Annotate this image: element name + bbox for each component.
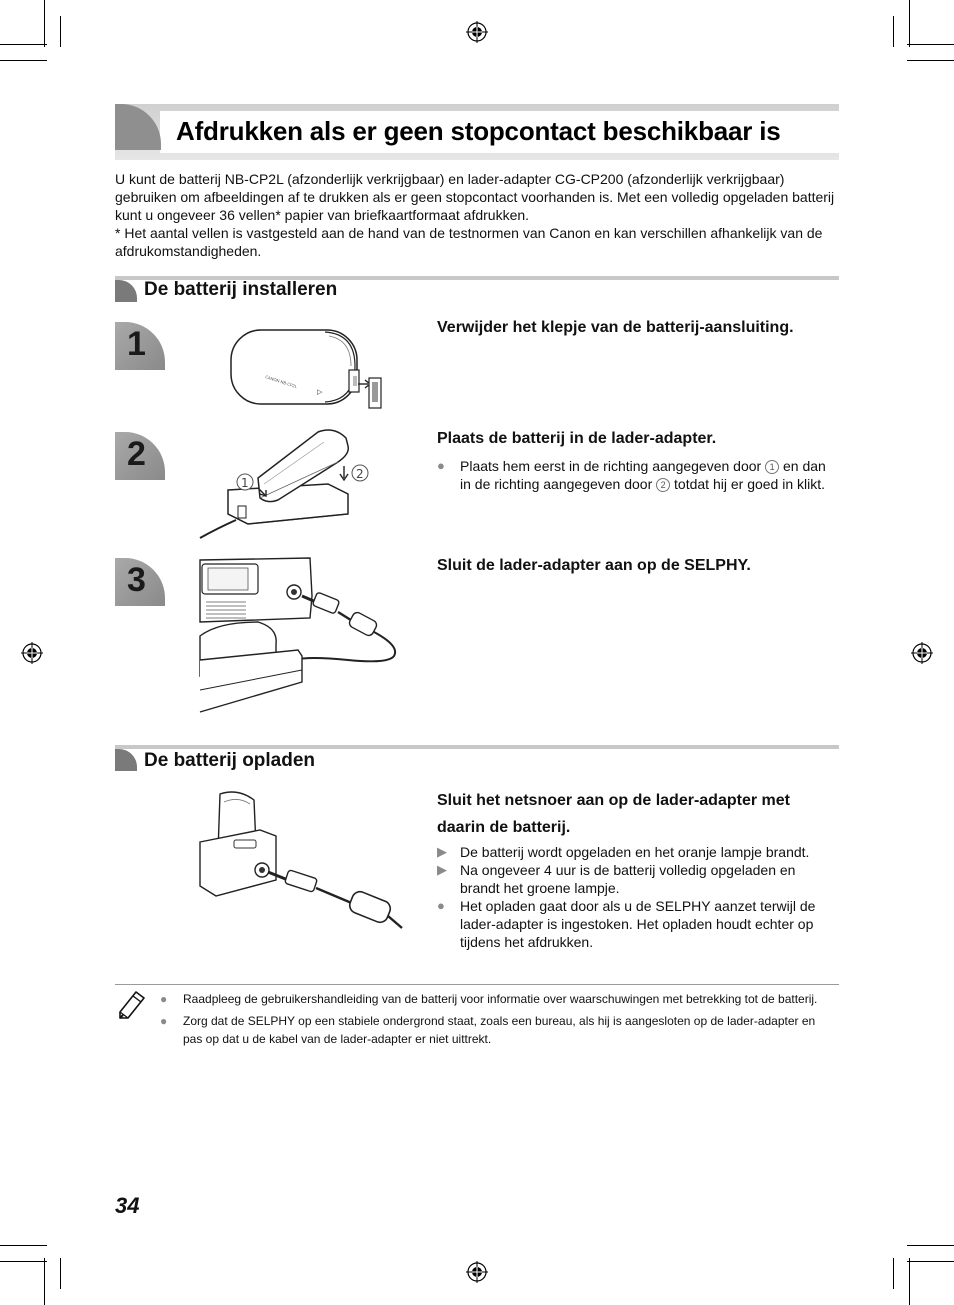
registration-mark-icon	[21, 642, 43, 664]
step-heading: Sluit de lader-adapter aan op de SELPHY.	[437, 557, 751, 574]
step-bullet: ● Plaats hem eerst in de richting aangegeven door 1 en dan in de richting aangegeven door 2 totdat hij er goed in klikt.	[437, 458, 826, 492]
section-title-opladen: De batterij opladen	[144, 750, 316, 771]
bullet-icon: ●	[437, 898, 445, 913]
triangle-bullet-icon: ▶	[437, 844, 447, 859]
crop-mark	[60, 1258, 61, 1289]
step-number-text: 2	[127, 435, 146, 473]
section-tab-decoration	[115, 749, 137, 771]
charging-illustration	[198, 790, 404, 936]
notes-divider	[115, 984, 839, 985]
page-title: Afdrukken als er geen stopcontact beschikbaar is	[176, 116, 781, 146]
step-number	[115, 322, 165, 370]
crop-mark	[907, 44, 954, 45]
page-number: 34	[115, 1193, 140, 1218]
notes-list	[160, 990, 820, 1048]
step-number-text: 3	[127, 561, 146, 599]
bullet-icon: ●	[160, 1014, 168, 1028]
step-heading: Plaats de batterij in de lader-adapter.	[437, 430, 717, 447]
section-title-installeren: De batterij installeren	[144, 279, 338, 300]
svg-text:CANON NB-CP2L: CANON NB-CP2L	[264, 374, 298, 390]
triangle-bullet-icon: ▶	[437, 862, 447, 877]
intro-text	[115, 170, 839, 260]
registration-mark-icon	[466, 21, 488, 43]
crop-mark	[893, 16, 894, 47]
step-number	[115, 432, 165, 480]
crop-mark	[44, 1258, 45, 1305]
bullet-icon: ●	[437, 458, 445, 473]
note-item: ● Zorg dat de SELPHY op een stabiele ondergrond staat, zoals een bureau, als hij is aangesloten op de lader-adapter en pas op dat u de kabel van de lader-adapter er niet uittrekt.	[160, 1014, 816, 1046]
step-number	[115, 558, 165, 606]
crop-mark	[907, 1261, 954, 1262]
crop-mark	[907, 60, 954, 61]
section-rule	[115, 745, 839, 749]
circled-number-2: 2	[656, 478, 670, 492]
charging-bullet-list	[437, 843, 839, 951]
pencil-icon	[118, 990, 146, 1020]
battery-illustration	[225, 322, 387, 414]
step-number-text: 1	[127, 325, 146, 363]
crop-mark	[0, 44, 47, 45]
svg-text:2: 2	[356, 467, 364, 481]
crop-mark	[60, 16, 61, 47]
crop-mark	[0, 1245, 47, 1246]
crop-mark	[0, 1261, 47, 1262]
step-heading: Verwijder het klepje van de batterij-aansluiting.	[437, 319, 794, 336]
crop-mark	[907, 1245, 954, 1246]
charger-adapter-illustration	[198, 428, 376, 542]
section-tab-decoration	[115, 280, 137, 302]
crop-mark	[893, 1258, 894, 1289]
crop-mark	[0, 60, 47, 61]
svg-text:1: 1	[241, 476, 249, 490]
note-item: ● Raadpleeg de gebruikershandleiding van de batterij voor informatie over waarschuwingen met betrekking tot de batterij.	[160, 992, 818, 1006]
intro-footnote: * Het aantal vellen is vastgesteld aan de hand van de testnormen van Canon en kan verschillen afhankelijk van de afdrukomstandigheden.	[115, 225, 823, 259]
result-bullet: ▶ Na ongeveer 4 uur is de batterij volledig opgeladen en brandt het groene lampje.	[437, 862, 796, 896]
intro-paragraph: U kunt de batterij NB-CP2L (afzonderlijk verkrijgbaar) en lader-adapter CG-CP200 (afzonderlijk verkrijgbaar) gebruiken om afbeeldingen af te drukken als er geen stopcontact voorhanden is. Met een volledig opgeladen batterij kunt u ongeveer 36 vellen* papier van briefkaartformaat afdrukken.	[115, 171, 835, 223]
registration-mark-icon	[911, 642, 933, 664]
crop-mark	[909, 0, 910, 47]
step-bullet-list	[437, 457, 839, 493]
result-bullet: ▶ De batterij wordt opgeladen en het oranje lampje brandt.	[437, 844, 810, 860]
registration-mark-icon	[466, 1261, 488, 1283]
charging-heading: Sluit het netsnoer aan op de lader-adapter met daarin de batterij.	[437, 792, 790, 836]
circled-number-1: 1	[765, 460, 779, 474]
step-bullet: ● Het opladen gaat door als u de SELPHY aanzet terwijl de lader-adapter is ingestoken. Het opladen houdt echter op tijdens het afdrukken.	[437, 898, 816, 950]
selphy-connection-illustration	[198, 556, 406, 714]
bullet-icon: ●	[160, 992, 168, 1006]
svg-text:▷: ▷	[317, 388, 323, 396]
crop-mark	[44, 0, 45, 47]
crop-mark	[909, 1258, 910, 1305]
